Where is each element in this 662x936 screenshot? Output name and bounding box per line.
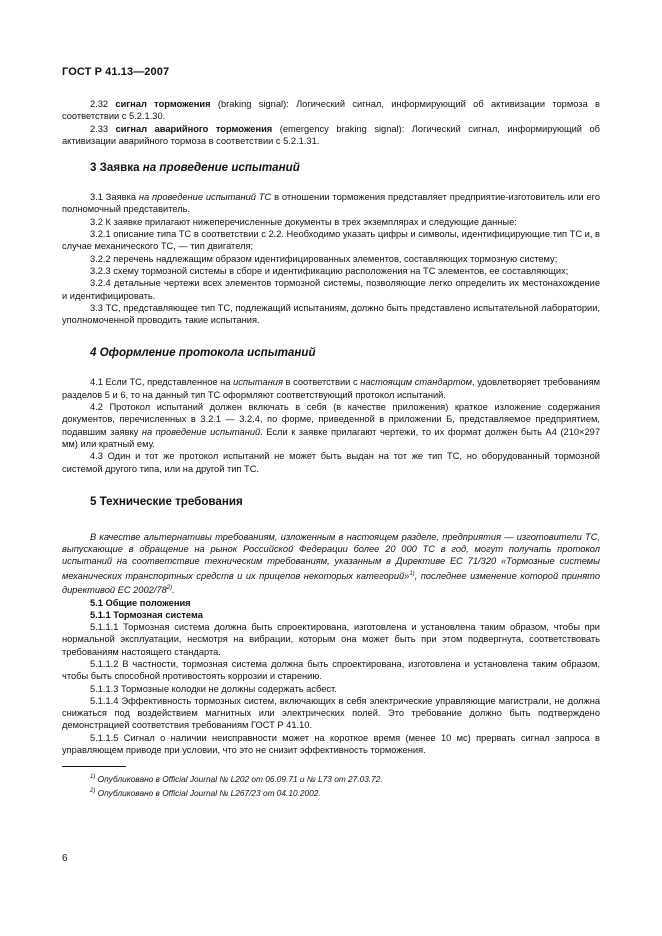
clause-5-1-1-3: 5.1.1.3 Тормозные колодки не должны содержать асбест. [90,683,337,694]
clause-4-2: 4.2 Протокол испытаний должен включать в себя (в качестве приложения) краткое изложение содержания документов, перечисленных в 3.2.1 — 3.2.4, по форме, приведенной в приложении Б, представляемое предприятием, подавшим заявку на проведение испытаний. Если к заявке прилагают чертежи, то их формат должен быть А4 (210×297 мм) или кратный ему. [62,402,600,449]
section-5-intro: В качестве альтернативы требованиям, изложенным в настоящем разделе, предприятия — изготовители ТС, выпускающие в обращение на рынок Российской Федерации более 20 000 ТС в год, могут получать протокол испытаний на соответствие техническим требованиям, указанным в Директиве ЕС 71/320 «Тормозные системы механических транспортных средств и их прицепов некоторых категорий»$^{1)}$, последнее изменение которой принято директивой ЕС 2002/78$^{2)}$. [62,531,600,596]
clause-4-3: 4.3 Один и тот же протокол испытаний не может быть выдан на тот же тип ТС, но оборудованный тормозной системой другого типа, или на другой тип ТС. [62,451,600,474]
section-5-heading: 5 Технические требования [90,494,243,508]
clause-3-2-3: 3.2.3 схему тормозной системы в сборе и идентификацию расположения на ТС элементов, ее составляющих; [90,265,569,276]
subsection-5-1-1: 5.1.1 Тормозная система [90,609,203,620]
clause-3-2-2: 3.2.2 перечень надлежащим образом идентифицированных элементов, составляющих тормозную систему; [90,253,558,264]
subsection-5-1: 5.1 Общие положения [90,597,191,608]
page-number: 6 [62,853,68,864]
clause-5-1-1-4: 5.1.1.4 Эффективность тормозных систем, включающих в себя электрические управляющие магистрали, не должна снижаться под воздействием магнитных или электрических полей. Это требование должно быть подтверждено демонстрацией соответствия требованиям ГОСТ Р 41.10. [62,695,600,731]
clause-5-1-1-2: 5.1.1.2 В частности, тормозная система должна быть спроектирована, изготовлена и установлена таким образом, чтобы быть способной противостоять коррозии и старению. [62,658,600,682]
clause-5-1-1-1: 5.1.1.1 Тормозная система должна быть спроектирована, изготовлена и установлена таким образом, чтобы при нормальной эксплуатации, несмотря на вибрации, которым она может быть при этом подвергнута, соответствовать требованиям настоящего стандарта. [62,622,600,657]
clause-3-1: 3.1 Заявка на проведение испытаний ТС в отношении торможения представляет предприятие-изготовитель или его полномочный представитель. [62,192,600,215]
clause-2-33: 2.33 сигнал аварийного торможения (emergency braking signal): Логический сигнал, информирующий об активизации аварийного тормоза в соответствии с 5.2.1.31. [62,123,600,146]
section-3-heading: 3 Заявка на проведение испытаний [90,161,300,175]
clause-3-2-4: 3.2.4 детальные чертежи всех элементов тормозной системы, позволяющие легко определить их местонахождение и идентифицировать. [62,278,600,301]
clause-3-3: 3.3 ТС, представляющее тип ТС, подлежащий испытаниям, должно быть представлено испытательной лаборатории, уполномоченной проводить такие испытания. [62,302,600,326]
section-4-heading: 4 Оформление протокола испытаний [90,346,316,360]
document-header: ГОСТ Р 41.13—2007 [62,66,170,78]
clause-3-2: 3.2 К заявке прилагают нижеперечисленные документы в трех экземплярах и следующие данные: [90,216,517,227]
clause-4-1: 4.1 Если ТС, представленное на испытания в соответствии с настоящим стандартом, удовлетворяет требованиям разделов 5 и 6, то на данный тип ТС оформляют соответствующий протокол испытаний. [62,377,600,400]
footnote-1: $^{1)}$ Опубликовано в Official Journal № L202 от 06.09.71 и № L73 от 27.03.72. [90,774,383,785]
footnote-2: $^{2)}$ Опубликовано в Official Journal № L267/23 от 04.10.2002. [90,787,321,798]
clause-5-1-1-5: 5.1.1.5 Сигнал о наличии неисправности может на короткое время (менее 10 мс) прервать сигнал запроса в управляющем приводе при условии, что это не снизит эффективность торможения. [62,732,600,756]
clause-2-32: 2.32 сигнал торможения (braking signal): Логический сигнал, информирующий об активизации тормоза в соответствии с 5.2.1.30. [62,99,600,122]
clause-3-2-1: 3.2.1 описание типа ТС в соответствии с 2.2. Необходимо указать цифры и символы, идентифицирующие тип ТС и, в случае механического ТС, — тип двигателя; [62,229,600,252]
document-body [62,98,600,799]
footnote-divider [62,766,126,767]
term: сигнал аварийного торможения [115,123,273,134]
term: сигнал торможения [115,99,211,109]
